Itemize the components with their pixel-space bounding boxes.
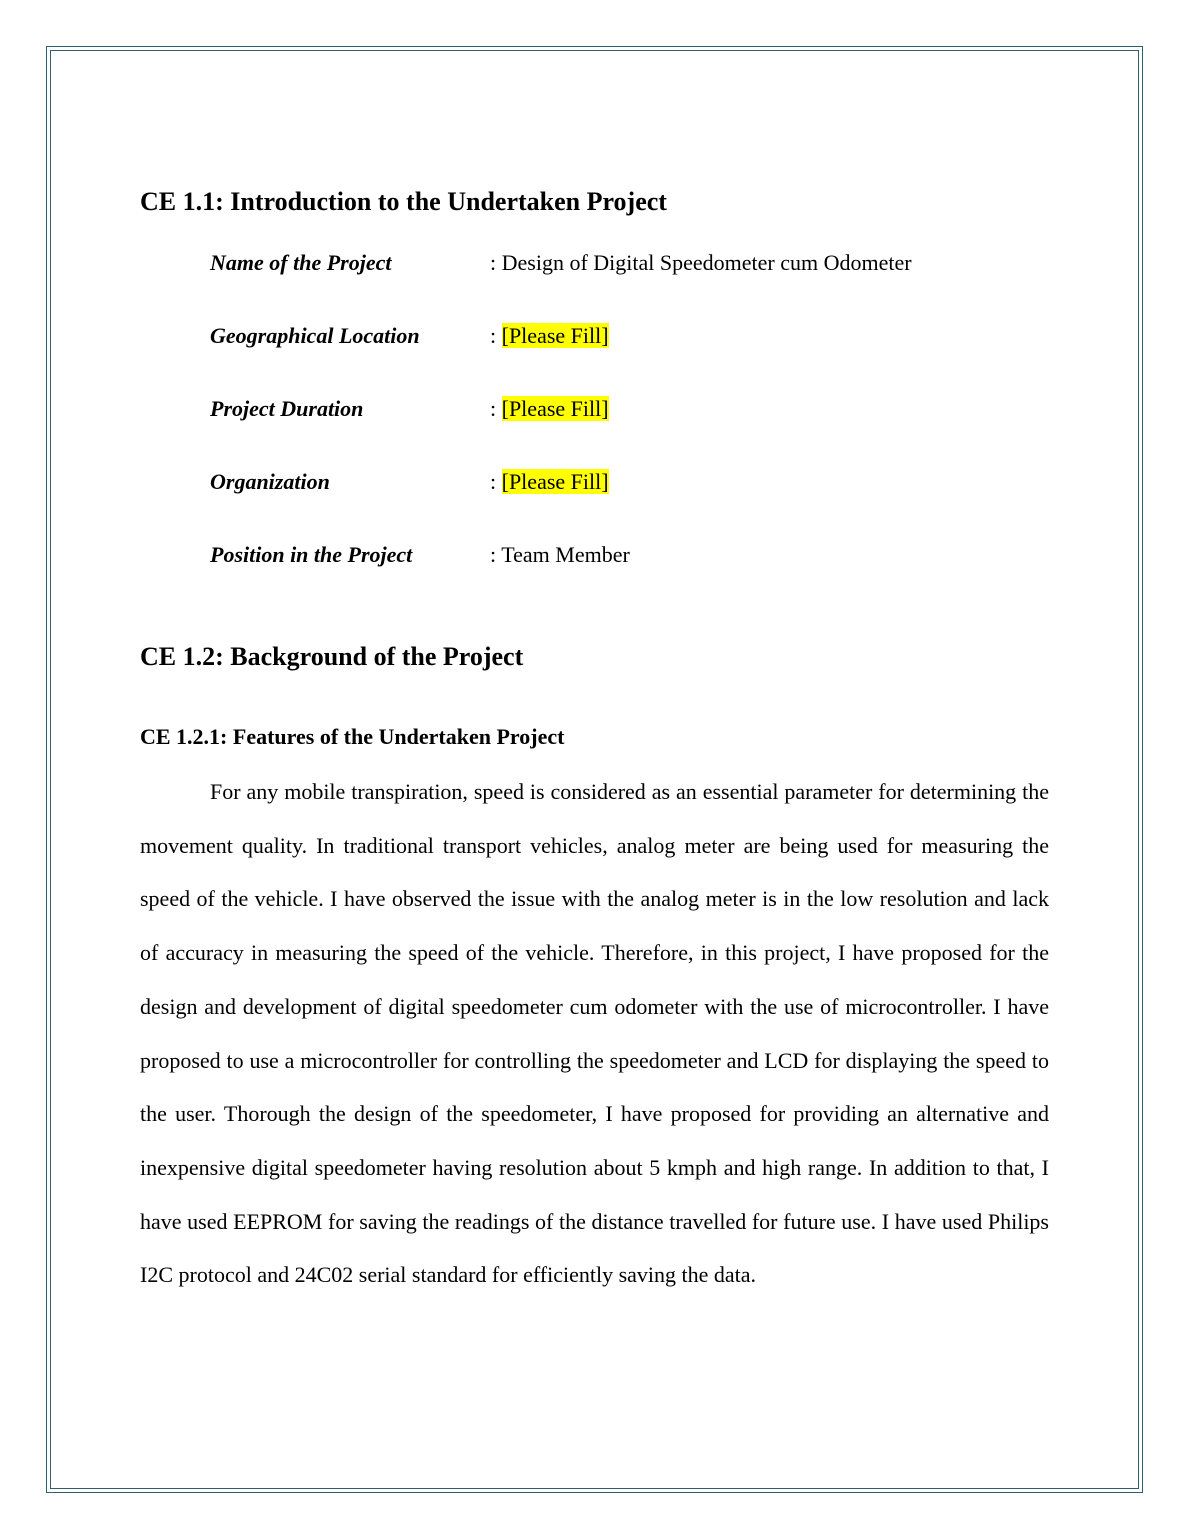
field-label: Name of the Project	[210, 250, 392, 275]
field-value	[490, 250, 912, 276]
field-colon: :	[490, 323, 502, 348]
field-label: Project Duration	[210, 396, 364, 421]
field-colon: :	[490, 250, 502, 275]
placeholder-highlight: [Please Fill]	[501, 323, 609, 348]
field-label: Position in the Project	[210, 542, 413, 567]
field-value-text: Design of Digital Speedometer cum Odometer	[501, 250, 912, 275]
section-1-heading: CE 1.1: Introduction to the Undertaken Project	[140, 187, 667, 216]
placeholder-highlight: [Please Fill]	[501, 469, 609, 494]
placeholder-highlight: [Please Fill]	[501, 396, 609, 421]
field-value	[490, 323, 609, 349]
body-paragraph: For any mobile transpiration, speed is considered as an essential parameter for determining the movement quality. In traditional transport vehicles, analog meter are being used for measuring the speed of the vehicle. I have observed the issue with the analog meter is in the low resolution and lack of accuracy in measuring the speed of the vehicle. Therefore, in this project, I have proposed for the design and development of digital speedometer cum odometer with the use of microcontroller. I have proposed to use a microcontroller for controlling the speedometer and LCD for displaying the speed to the user. Thorough the design of the speedometer, I have proposed for providing an alternative and inexpensive digital speedometer having resolution about 5 kmph and high range. In addition to that, I have used EEPROM for saving the readings of the distance travelled for future use. I have used Philips I2C protocol and 24C02 serial standard for efficiently saving the data.	[140, 779, 1049, 1288]
field-label: Geographical Location	[210, 323, 420, 348]
section-2-heading: CE 1.2: Background of the Project	[140, 642, 524, 671]
field-value-text: Team Member	[501, 542, 630, 567]
field-value	[490, 469, 609, 495]
section-2-1-subheading: CE 1.2.1: Features of the Undertaken Project	[140, 724, 565, 749]
field-value	[490, 542, 630, 568]
field-colon: :	[490, 396, 502, 421]
field-colon: :	[490, 542, 502, 567]
field-label: Organization	[210, 469, 330, 494]
field-colon: :	[490, 469, 502, 494]
field-value	[490, 396, 609, 422]
